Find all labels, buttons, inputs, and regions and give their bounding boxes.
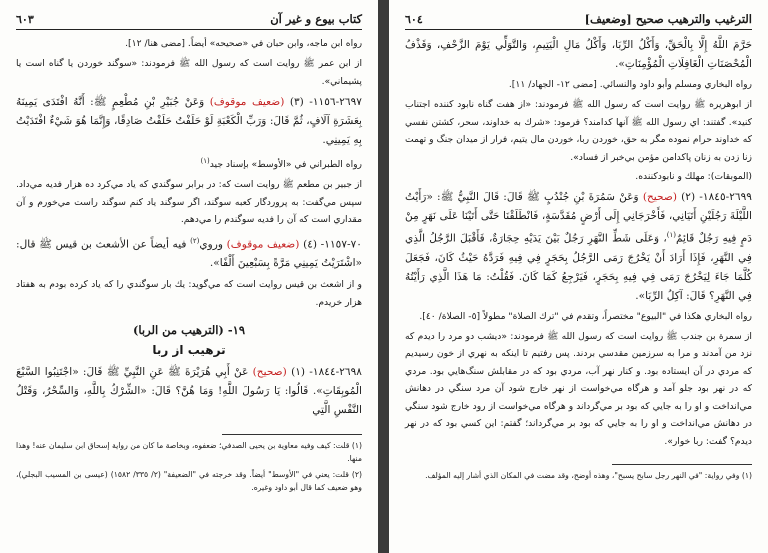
hadith-continuation: حَرَّمَ اللَّهُ إِلَّا بِالْحَقِّ، وَأَكْلُ الرِّبَا، وَأَكْلُ مَالِ الْيَتِيمِ، وَالتَّوَلِّي يَوْمَ الزَّحْفِ، وَقَذْفُ الْمُحْصَنَاتِ الْغَافِلَاتِ الْمُؤْمِنَاتِ». [405,39,752,70]
reference-line [16,153,362,173]
page-number: ٦٠٣ [16,13,34,26]
footnote-rule [222,434,362,435]
reference-line: رواه ابن ماجه، وابن حبان في «صحيحه» أيضاً. [مضى هنا/ ١٢]. [125,38,362,49]
hadith-2698 [16,363,362,420]
hadith-2699 [405,188,752,306]
persian-translation: از سمرة بن جندب ﷺ روايت است كه رسول الله ﷺ فرمودند: «ديشب دو مرد را ديدم كه نزد من آمدند و مرا به سرزمين مقدسي بردند. پس رفتيم تا اينكه به نهري از خون رسيديم كه مردي در آن ايستاده بود. و كنار نهر آب، مردي بود كه در مقابلش سنگ‌هايي بود. مردي كه در نهر بود جلو آمد و هرگاه مي‌خواست از نهر خارج شود آن مرد سنگي در دهانش مي‌انداخت و او را به جايي كه بود بر مي‌گرداند و هرگاه مي‌خواست از رود خارج شود سنگي در دهانش مي‌انداخت و او را به جايي كه بود بر مي‌گرداند؛ گفتم: اين كسي بود كه در نهر ديدم؟ گفت: ربا خوار». [405,330,752,447]
left-page [0,0,378,553]
hadith-number: ٢٦٩٧-١١٥٦- (٣) [289,96,362,108]
hadith-grade: (ضعيف موقوف) [226,238,300,251]
hadith-text-continued: ، وَعَلَى شَطِّ النَّهَرِ رَجُلٌ بَيْنَ يَدَيْهِ حِجَارَةٌ، فَأَقْبَلَ الرَّجُلُ الَّذِي فِي النَّهَرِ، فَإِذَا أَرَادَ أَنْ يَخْرُجَ رَمَى الرَّجُلُ بِحَجَرٍ فِي فِيهِ فَرَدَّهُ حَيْثُ كَانَ، فَجَعَلَ كُلَّمَا جَاءَ لِيَخْرُجَ رَمَى فِي فِيهِ بِحَجَرٍ، فَيَرْجِعُ كَمَا كَانَ. فَقُلْتُ: مَا هَذَا الَّذِي رَأَيْتُهُ فِي النَّهَرِ؟ قَالَ: آكِلُ الرِّبَا». [405,232,752,302]
header-title: الترغيب والترهيب صحيح [وضعيف] [584,12,752,26]
hadith-grade: (صحيح) [642,191,677,203]
hadith-prefix: وروي [199,238,223,251]
hadith-2700 [16,232,362,274]
hadith-text: وَعَنْ سَمُرَةَ بْنِ جُنْدُبٍ ﷺ قَالَ: قَالَ النَّبِيُّ ﷺ: «رَأَيْتُ اللَّيْلَةَ رَجُلَيْنِ أَتَيَانِي، فَأَخْرَجَانِي إِلَى أَرْضٍ مُقَدَّسَةٍ، فَانْطَلَقْنَا حَتَّى أَتَيْنَا عَلَى نَهَرٍ مِنْ دَمٍ فِيهِ رَجُلٌ قَائِمٌ [405,191,752,245]
hadith-number: ٢٦٩٨-١٨٤٤- (١) [291,366,362,379]
hadith-number: ٢٦٩٩-١٨٤٥- (٢) [681,191,752,203]
hadith-text: وَعَنْ جُبَيْرِ بْنِ مُطْعِمٍ ﷺ: أَنَّهُ افْتَدَى يَمِينَهُ بِعَشَرَةِ آلَافٍ، ثُمَّ قَالَ: وَرَبِّ الْكَعْبَةِ لَوْ حَلَفْتُ حَلَفْتُ صَادِقًا، وَإِنَّمَا هُوَ شَيْءٌ افْتَدَيْتُ بِهِ يَمِينِي. [16,96,362,146]
hadith-text: فيه أيضاً عن الأشعث بن قيس ﷺ قال: «اشْتَرَيْتُ يَمِينِي مَرَّةً بِسَبْعِينَ أَلْفًا». [16,238,362,270]
hadith-grade: (صحيح) [252,366,287,379]
hadith-text: عَنْ أَبِي هُرَيْرَةَ ﷺ عَنِ النَّبِيِّ ﷺ قَالَ: «اجْتَنِبُوا السَّبْعَ الْمُوبِقَاتِ». قَالُوا: يَا رَسُولَ اللَّهِ! وَمَا هُنَّ؟ قَالَ: «الشِّرْكُ بِاللَّهِ، وَالسِّحْرُ، وَقَتْلُ النَّفْسِ الَّتِي [16,366,362,417]
footnote-marker: (١) [200,157,210,165]
header-title: كتاب بيوع و غير آن [270,12,362,26]
reference-text: رواه الطبراني في «الأوسط» بإسناد جيد [209,159,362,171]
persian-translation: از جبير بن مطعم ﷺ روايت است كه: در برابر سوگندي كه ياد مي‌كرد ده هزار فديه مي‌داد. سپس مي‌گفت: به پروردگار كعبه سوگند، اگر سوگند ياد كنم سوگند راست مي‌خورم و آن مقداري است كه آن را فديه سوگندم را مي‌دهم. [16,179,362,226]
persian-translation: از ابوهريره ﷺ روايت است كه رسول الله ﷺ فرمودند: «از هفت گناه نابود كننده اجتناب كنيد». گفتند: اي رسول الله ﷺ آنها كدامند؟ فرمود: «شرك به خداوند، سحر، كشتن نفسي كه خداوند حرام نموده مگر به حق، خوردن ربا، خوردن مال يتيم، فرار از ميدان جنگ و تهمت زنا زدن به زنان پاكدامن مؤمن بي‌خبر از فساد». [405,99,752,163]
reference-line: رواه البخاري ومسلم وأبو داود والنسائي. [مضى ١٢- الجهاد/ ١١]. [508,79,752,90]
footnote-rule [612,464,752,465]
hadith-number: ٧٠-١١٥٧- (٤) [303,238,362,251]
gloss-line: (الموبقات): مهلك و نابودكننده. [635,171,752,182]
page-number: ٦٠٤ [405,13,423,26]
hadith-2697 [16,93,362,150]
right-page [389,0,768,553]
persian-translation: و از اشعث بن قيس روايت است كه مي‌گويد: يك بار سوگندي را كه ياد كرده بودم به هفتاد هزار خريدم. [16,279,362,308]
reference-line: رواه البخاري هكذا في "البيوع" مختصراً، وتقدم في "ترك الصلاة" مطولاً [٥- الصلاة/ ٤٠]. [419,310,752,322]
footnote-marker: (٢) [190,236,200,245]
page-gutter [378,0,389,553]
persian-translation: از ابن عمر ﷺ روايت است كه رسول الله ﷺ فرمودند: «سوگند خوردن يا گناه است يا پشيماني». [16,58,362,87]
footnote-marker: (١) [666,231,676,239]
running-header [405,12,752,30]
footnote: (١) وفي رواية: "في النهر رجل سابح يسبح"، وهذه أوضح، وقد مضت في المكان الذي أشار إليه المؤلف. [425,471,752,481]
section-heading-persian: ترهيب از ربا [152,343,226,358]
footnote: (١) قلت: كيف وفيه معاوية بن يحيى الصدفي؛ ضعفوه، وبخاصة ما كان من رواية إسحاق ابن سليمان عنه! وهذا منها. [16,441,362,463]
section-heading-arabic: ١٩- (الترهيب من الربا) [132,323,246,338]
running-header [16,12,362,30]
footnote: (٢) قلت: يعني في "الأوسط" أيضاً. وقد خرجته في "الضعيفة" (٢/ ٣٣٥/ ١٥٨٢) (عيسى بن المسيب البجلي)، وهو ضعيف كما قال أبو داود وغيره. [16,470,362,492]
hadith-grade: (ضعيف موقوف) [209,96,285,108]
